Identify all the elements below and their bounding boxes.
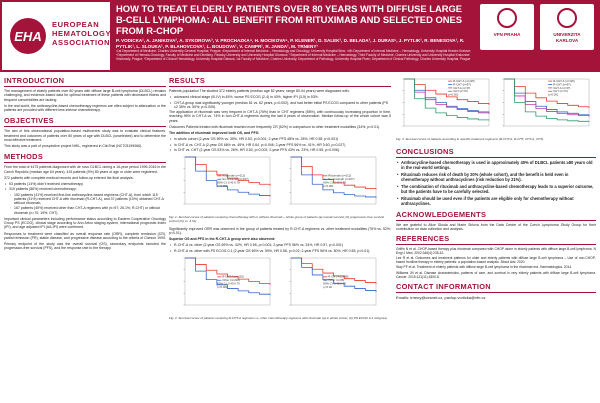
figure-2b-plot	[283, 255, 379, 313]
objectives-heading: OBJECTIVES	[4, 116, 166, 127]
results-bullet: • advanced clinical stage (III-IV) in 45%, worse PS ECOG (2-4) in 40%, higher IPI (3-5) in 53%.	[169, 95, 391, 99]
introduction-text-1: The management of elderly patients over 80 years with diffuse large B-cell lymphoma (DLBCL) remains challenging, and evidence-based data for optimal treatment of these patients with decreased fitness and frequent comorbidities are lacking.	[4, 89, 166, 102]
legend-label: CHT (n=70)	[453, 89, 468, 94]
methods-text-4: Responses to treatment were classified as overall response rate (ORR), complete remission (CR), partial remission (PR), stable disease, and progressive disease according to the criteria of Cheson 1999.	[4, 231, 166, 240]
eha-logo	[2, 2, 110, 70]
reference-item: Lee R et al. Outcomes and treatment patterns for older and elderly patients with diffuse large B-cell lymphoma – Use of non-CHOP-based frontline therapy in elderly patients: a population-based analysis. Blood Adv. 2020.	[396, 256, 596, 265]
results-bullet: • in whole cohort (2-year OS 59% vs. 35%, HR 0.53, p<0.001; 2-year PFS 48% vs. 28%, HR 0.55, p<0.001)	[169, 137, 391, 141]
reference-item: Williams JN et al. Disease characteristics, patterns of care, and survival in very elderly patients with diffuse large B-cell lymphoma. Cancer. 2015;121(11):1800-8.	[396, 270, 596, 279]
society-name-line1: EUROPEAN	[52, 20, 100, 29]
legend-label: No rituximab (n=107)	[222, 177, 249, 182]
reference-item: Griffin N et al. CHOP-based therapy plus rituximab compared with CHOP alone in elderly patients with diffuse large-B-cell lymphoma. N Engl J Med. 2002;346(4):235-42.	[396, 247, 596, 256]
figure-3a-plot	[396, 76, 492, 134]
legend-label: Rituximab (n=212)	[222, 173, 246, 178]
eha-logo-icon	[8, 16, 48, 56]
legend-label: CHT-A (n=37)	[553, 85, 571, 90]
figure-2-caption: Fig. 2: Survival curves of patients receiving R-CHT-A regimens vs. other chemotherapy regimens with rituximab (a) in whole cohort, (b) PS ECOG 0-1 subgroup.	[169, 315, 388, 320]
conclusion-item: • Rituximab should be used even if the patients are eligible only for chemotherapy without anthracyclines.	[396, 196, 596, 206]
stat-label: p<0.001	[548, 92, 559, 97]
methods-text-2: 372 patients with complete medical records and follow-up entered the final analysis:	[4, 175, 134, 180]
results-text-1: Patients population The studied 372 elderly patients (median age 82 years; range 80-94 years) were diagnosed with:	[169, 89, 350, 93]
legend-label: Rituximab (n=212)	[328, 173, 352, 178]
figure-1a-plot	[177, 154, 273, 212]
figure-3b-plot	[496, 76, 592, 134]
contact-heading: CONTACT INFORMATION	[396, 282, 596, 293]
figure-1b-plot	[283, 154, 379, 212]
results-text-2: The application of rituximab was very frequent in CHT-A (76%) than in CHT regimens (58%), with continuously increasing proportion in time, reaching 95% in CHT-A vs. 74% in non-CHT-A regimens during the last 6 years of observation. Median follow-up of the whole cohort was 5 years.	[169, 110, 391, 123]
results-bullet: • CHT-A group was significantly younger (median 81 vs. 82 years, p=0.002), and had better initial PS ECOG compared to other patients (PS ≥2 35% vs. 50%; p=0.005).	[169, 101, 391, 110]
figure-3-caption: Fig. 3: Survival curves of patients according to specific treatment regimens (R-CHT-A, R-CHT, CHT-A, CHT).	[396, 137, 545, 141]
references-list	[396, 247, 596, 279]
methods-heading: METHODS	[4, 152, 166, 163]
methods-bullet: • 53 patients (14%) didn't received chemotherapy	[4, 182, 166, 186]
vfn-label: VFN PRAHA	[493, 32, 521, 37]
conclusions-heading: CONCLUSIONS	[396, 147, 596, 158]
results-bullet: • in CHT-A vs. CHT-A (2-year OS 66% vs. 49%, HR 0.64, p=0.046; 2-year PFS 56% vs. 41%, HR 0.60, p=0.027)	[169, 143, 391, 147]
society-name-line3: ASSOCIATION	[52, 38, 111, 47]
acknowledgements-heading: ACKNOWLEDGEMENTS	[396, 210, 596, 221]
methods-bullet: • 319 patients (86%) received chemotherapy:	[4, 187, 166, 191]
legend-label: R-CHT-A (n=115)	[553, 79, 575, 83]
references-heading: REFERENCES	[396, 234, 596, 245]
stat-label: 80% CI: 0.43-0.79	[323, 180, 346, 185]
legend-label: R-CHT (n=97)	[553, 82, 571, 87]
fig1b-svg	[283, 154, 379, 212]
figure-2a-plot	[177, 255, 273, 313]
stat-label: p<0.001	[323, 183, 334, 188]
stat-label: 80% CI: 0.43-0.70	[217, 281, 240, 286]
fig1a-svg	[177, 154, 273, 212]
society-name-line2: HEMATOLOGY	[52, 29, 112, 38]
fig3b-svg	[496, 76, 592, 134]
introduction-text-2: In the real world, the anthracycline-based chemotherapy regimens are often subject to attenuation or the patients are provided with different less intense chemotherapy.	[4, 103, 166, 112]
fig3a-svg	[396, 76, 492, 134]
charles-university-seal-icon	[557, 8, 577, 28]
results-text-5: Significantly improved ORR was observed in the group of patients treated by R-CHT-A regimens vs. other treatment modalities (76% vs. 52%; p<0.01).	[169, 226, 391, 235]
stat-label: p<0.001	[217, 183, 228, 188]
legend-label: CHT (n=70)	[553, 89, 568, 94]
introduction-heading: INTRODUCTION	[4, 76, 166, 87]
stat-label: p<0.001	[448, 92, 459, 97]
methods-text-5: Primary endpoint of the study was the overall survival (OS), secondary endpoints included the progression-free survival (PFS), and the response rate to the therapy.	[4, 242, 166, 251]
results-bullet: • in CHT vs. CHT (2-year OS 53% vs. 26%, HR 0.50, p=0.002; 2-year PFS 43% vs. 23%, HR 0.55, p=0.006).	[169, 148, 391, 152]
legend-label: Other (n=204)	[222, 277, 240, 282]
vfn-logo	[480, 4, 534, 50]
figure-2	[169, 255, 391, 317]
poster-title: HOW TO TREAT ELDERLY PATIENTS OVER 80 YEARS WITH DIFFUSE LARGE B-CELL LYMPHOMA: ALL BENEFIT FROM RITUXIMAB AND SELECTED ONES FROM R-CHOP	[116, 3, 463, 36]
results-bullet: • R-CHT-A vs. other (2-year OS 69% vs. 42%, HR 0.55, p<0.001; 2-year PFS 56% vs. 34%, HR 0.57, p<0.001)	[169, 243, 391, 247]
methods-text-1: From the total of 4475 patients diagnosed with de novo DLBCL during a 16-year period 1999-2016 in the Czech Republic (median age 64 years), 415 patients (9%) 80 years of age or older were registered.	[4, 165, 166, 174]
conclusion-item: • Rituximab reduces risk of death by 20% (whole cohort), and the benefit is held even in chemotherapy without anthracyclines (risk reduction by 21%).	[396, 172, 596, 182]
results-bullet: • R-CHT-A vs. other with PS ECOG 0-1 (2-year OS 69% vs. 59%, HR 0.58, p=0.02; 2-year PFS 56% vs. 50%, HR 0.55, p=0.01).	[169, 249, 391, 253]
stat-label: p<0.001	[217, 284, 228, 289]
institution-logos	[476, 4, 598, 68]
vfn-emblem-icon	[497, 8, 517, 28]
results-text-4: The addition of rituximab improved both OS, and PFS:	[169, 131, 260, 135]
legend-label: R-CHT-A (n=115)	[453, 79, 475, 83]
society-name	[52, 20, 111, 47]
stat-label: p<0.02	[323, 284, 332, 289]
results-heading: RESULTS	[169, 76, 391, 87]
conclusion-item: • Anthracycline-based chemotherapy is used in approximately 40% of DLBCL patients ≥80 years old in the real-world settings.	[396, 160, 596, 170]
eha-logo-letters: EHA	[14, 29, 42, 44]
contact-email[interactable]: Emails: trneny@cesnet.cz, pavlop.vodicka@vfn.cz	[396, 294, 486, 300]
charles-university-label: UNIVERZITA KARLOVA	[553, 32, 581, 43]
legend-label: Other (n=95)	[328, 277, 345, 282]
methods-text-3: Important clinical parameters including performance status according to Eastern Cooperative Oncology Group PS (ECOG), clinical stage according to Ann Arbor staging system, international prognostic index (IPI), and age adjusted IPI (AA-IPI) were confirmed.	[4, 216, 166, 230]
legend-label: No rituximab (n=107)	[328, 177, 355, 182]
stat-label: 80% CI: 0.41-0.78	[217, 180, 240, 185]
conclusions-list	[396, 160, 596, 207]
fig2a-svg	[177, 255, 273, 313]
column-right	[396, 76, 596, 300]
title-block	[116, 3, 472, 62]
column-middle	[169, 76, 391, 321]
acknowledgements-text: We are grateful to Alice Skoda and Marie Sirlova from the Data Centre of the Czech Lymphoma Study Group for their contribution on data collection and analysis.	[396, 222, 596, 231]
objectives-text-1: The aim of this observational population-based multicentric study was to evaluate clinical features, treatment and outcomes of patients over 80 years of age with DLBCL (unselected) and to determine the most effective treatment.	[4, 129, 166, 142]
methods-sub-bullet: ◦ 152 patients (41%) received first-line anthracycline-based regimens (CHT-A), from which 115 patients (31%) received CHT-A with rituximab (R-CHT-A), and 37 patients (10%) obtained CHT-A without rituximab,	[4, 193, 166, 206]
stat-label: 80% CI: 0.43-0.79	[323, 281, 346, 286]
figure-1-caption: Fig. 1: Survival curves of patients receiving chemotherapy with or without rituximab – whole group of patients (a) overall survival; (b) progression-free survival (cohort (N) vs. 4 hz).	[169, 215, 384, 223]
fig2b-svg	[283, 255, 379, 313]
legend-label: CHT-A (n=37)	[453, 85, 471, 90]
figure-3	[396, 76, 596, 138]
methods-sub-bullet: ◦ 167 patients (45%) received other than CHT-A regimens with (n=97; 26.1%; R-CHT) or without rituximab (n=70; 19%; CHT).	[4, 206, 166, 215]
conclusion-item: • The combination of rituximab and anthracycline-based chemotherapy leads to a superior outcome, but the patients have to be carefully selected.	[396, 184, 596, 194]
charles-university-logo	[540, 4, 594, 50]
authors: P. VODICKA¹, A. JANIKOVA², A. SYKOROVA³, V. PROCHAZKA⁴, H. MOCIKOVA⁵, P. KLENER¹, D. SALEK², D. BELADA³, J. DURAS⁶, J. PYTLIK¹, R. BENESOVA¹, R. PYTLIK¹, L. SLOUKA¹, P. BLAHOVCOVA¹, L. BOUDOVA¹, V. CAMPR¹, R. JANDA¹, M. TRNENY¹	[116, 38, 465, 49]
affiliations: ¹1st Department of Medicine, Charles University General Hospital, Prague; ²Department of Internal Medicine – Hematology and Oncology, University Hospital Brno; ³4th Department of Internal Medicine – Hematology, University Hospital Hradec Kralove; ⁴Department of Hemato-Oncology, Faculty of Medicine and Dentistry, Palacky University and University Hospital Olomouc; ⁵Department of Internal Medicine – Hematology, Third Faculty of Medicine, Charles University and University Hospital Kralovske Vinohrady, Prague; ⁶Department of Clinical Hematology, University Hospital Ostrava; 1st Faculty of Medicine, Charles University; Department of Pathology, University Hospital Plzen; Department of Clinical Pathology, Charles University Hospital, Prague	[116, 49, 471, 61]
reference-item: Stay PF et al. Treatment of elderly patients with diffuse large B-cell lymphoma in the rituximab era. Haematologica. 2014.	[396, 265, 573, 270]
legend-label: R-CHT (n=97)	[453, 82, 471, 87]
poster-header	[0, 0, 600, 72]
legend-label: R-CHT-A (n=115)	[222, 274, 244, 279]
results-text-6: Superior OS and PFS in the R-CHT-A group were also observed:	[169, 237, 276, 242]
figure-1	[169, 154, 391, 216]
objectives-text-2: This study was a part of prospective project NHIL, registered in ClinTrial (NCT03199066).	[4, 144, 143, 148]
results-text-3: Outcomes Patients treated with rituximab reached more frequently CR (52%) in comparison to other treatment modalities (34%; p<0.01).	[169, 124, 381, 129]
legend-label: R-CHT-A (n=88)	[328, 274, 349, 279]
column-left	[4, 76, 166, 253]
